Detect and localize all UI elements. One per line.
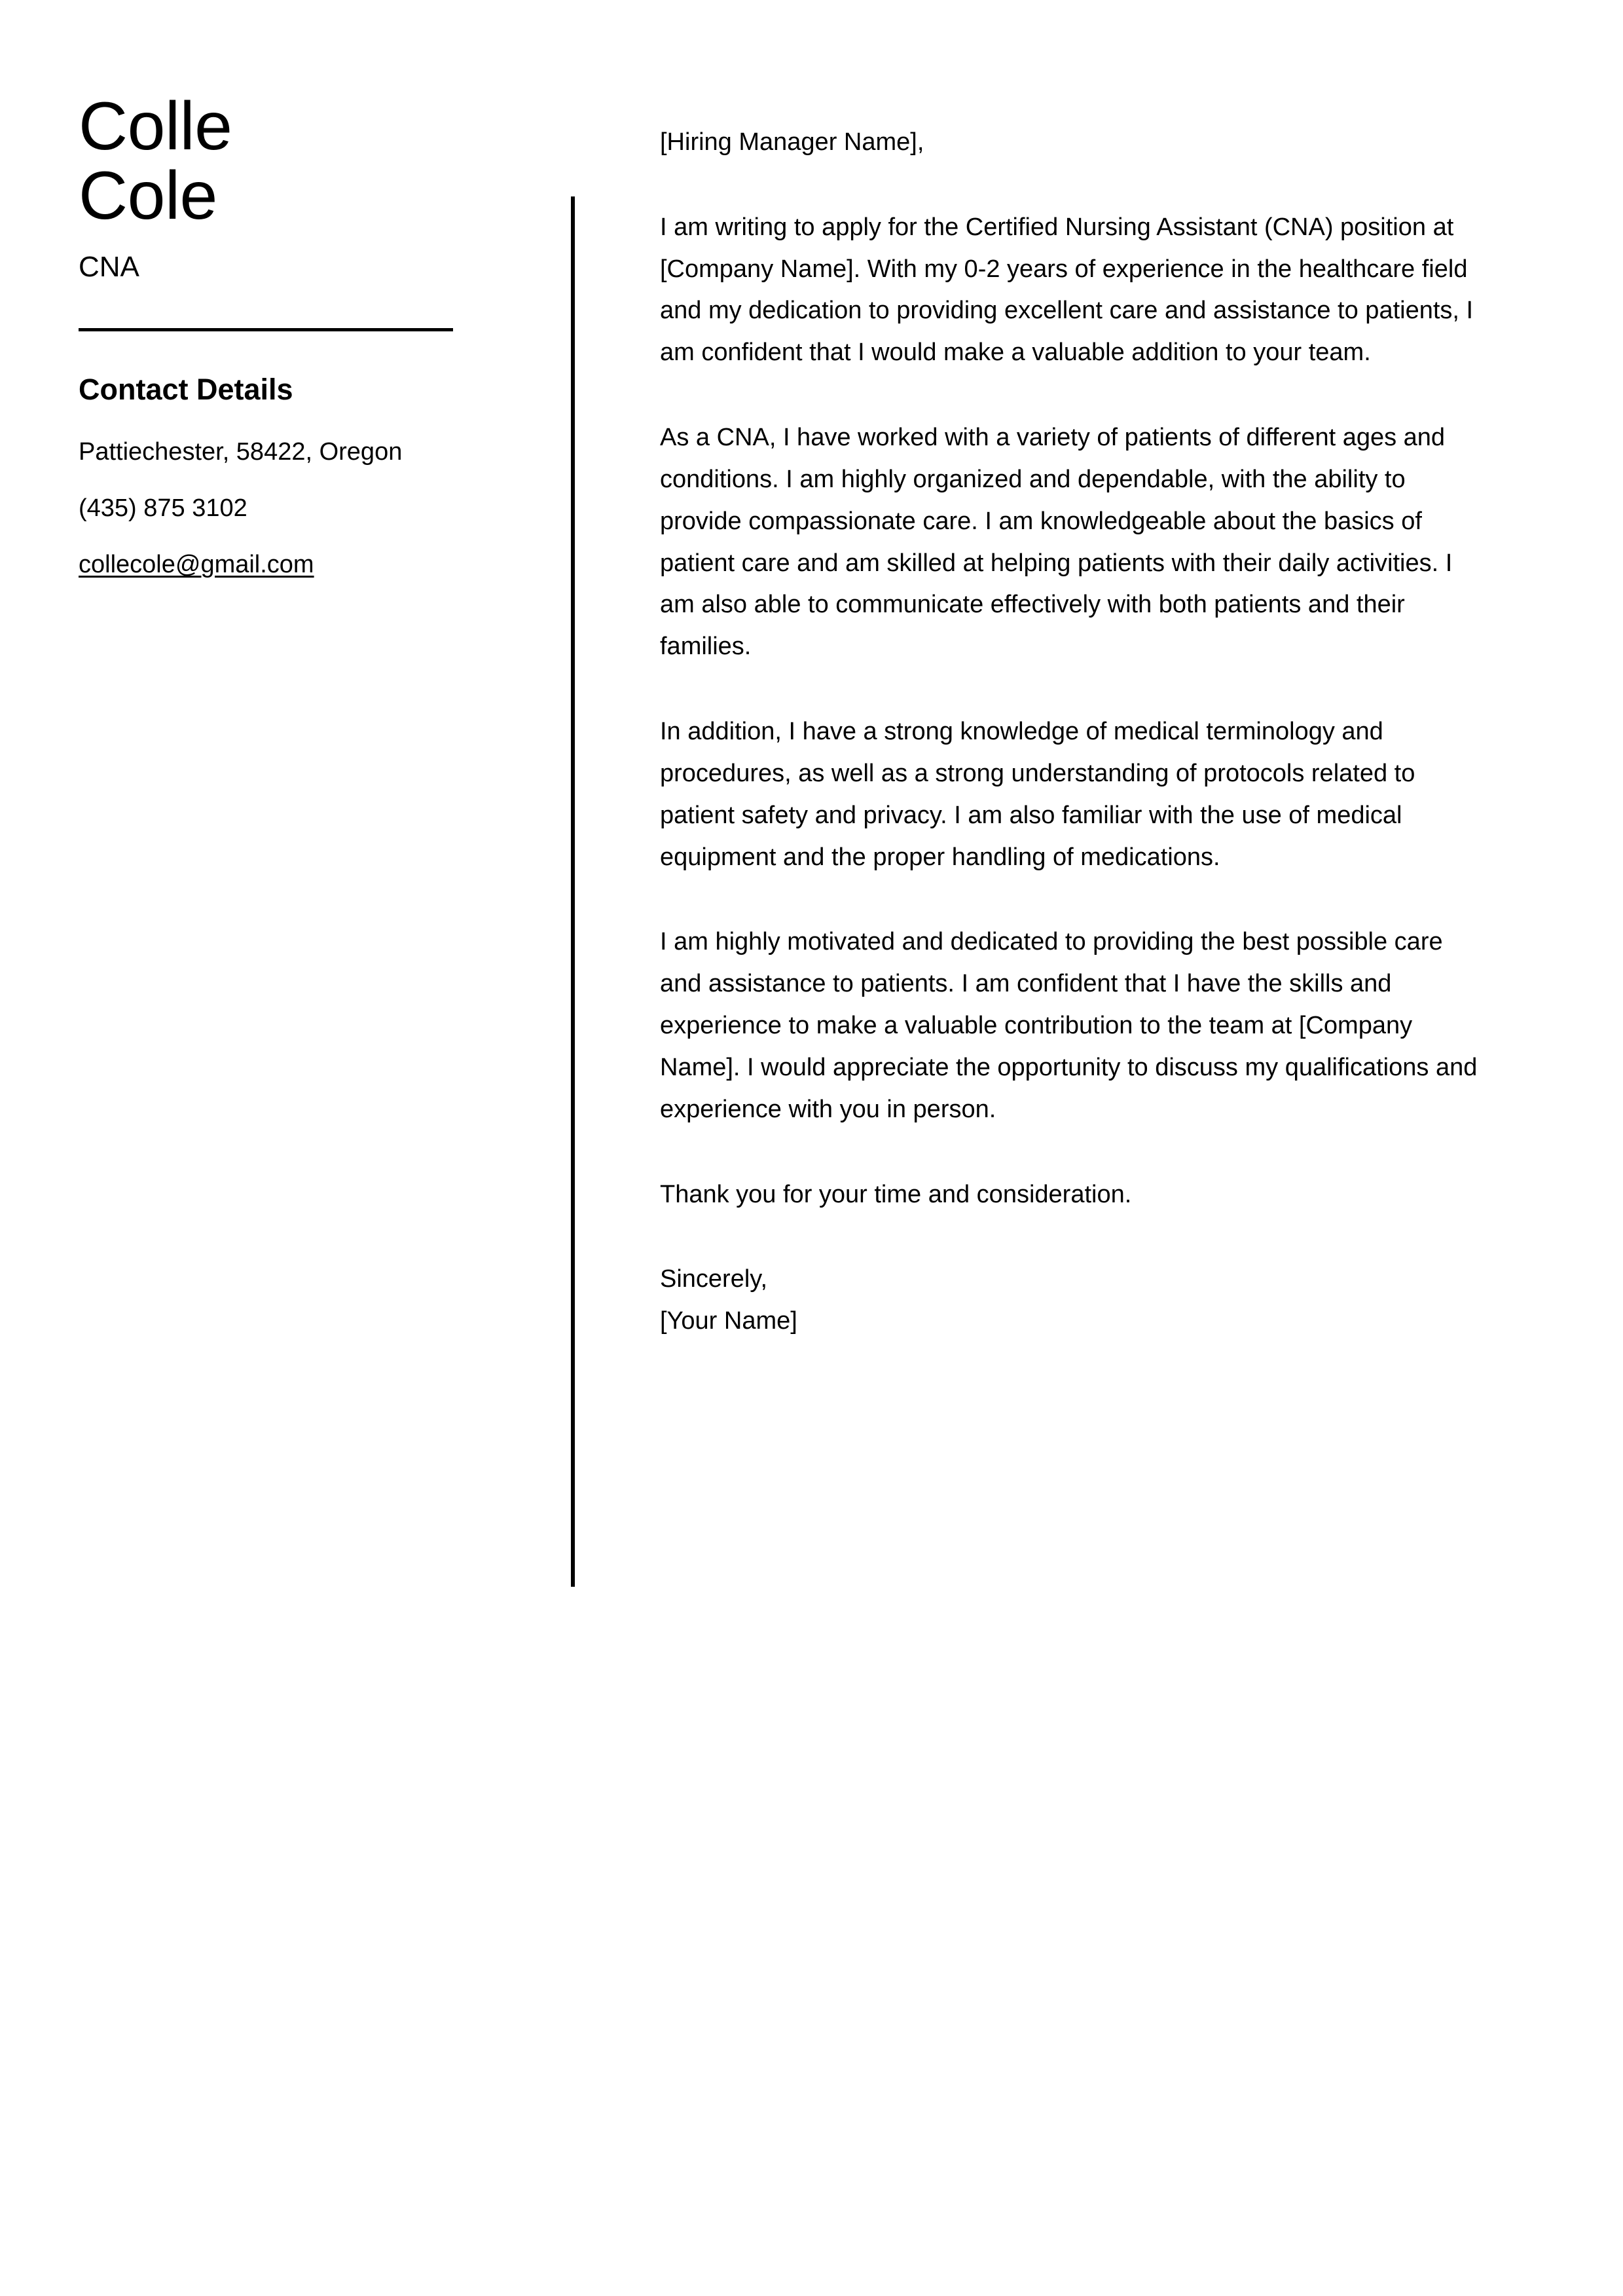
letter-paragraph-4: I am highly motivated and dedicated to providing the best possible care and assistance to patients. I am confident that I have the skills and experience to make a valuable contribution to the team at [Company Name]. I would appreciate the opportunity to discuss my qualifications and experience with you in person.	[660, 928, 1478, 1123]
applicant-name	[79, 88, 498, 234]
name-line-last: Cole	[79, 158, 217, 234]
sidebar-divider-rule	[79, 328, 453, 331]
contact-phone[interactable]: (435) 875 3102	[79, 494, 247, 523]
contact-address: Pattiechester, 58422, Oregon	[79, 437, 403, 466]
letter-signoff	[660, 1259, 1478, 1342]
contact-details-heading: Contact Details	[79, 372, 293, 406]
letter-thank-you: Thank you for your time and consideration.	[660, 1180, 1132, 1208]
letter-paragraph-3: In addition, I have a strong knowledge of medical terminology and procedures, as well as a strong understanding of protocols related to patient safety and privacy. I am also familiar with the use of medical equipment and the proper handling of medications.	[660, 718, 1415, 871]
letter-body	[660, 122, 1478, 1342]
job-title: CNA	[79, 251, 139, 284]
sidebar	[79, 88, 498, 603]
contact-email-link[interactable]: collecole@gmail.com	[79, 551, 314, 579]
letter-paragraph-1: I am writing to apply for the Certified Nursing Assistant (CNA) position at [Company Name]. With my 0-2 years of experience in the healthcare field and my dedication to providing excellent care and assistance to patients, I am confident that I would make a valuable addition to your team.	[660, 213, 1474, 367]
name-line-first: Colle	[79, 88, 232, 164]
column-divider	[571, 196, 575, 1587]
letter-closing: Sincerely,	[660, 1265, 768, 1293]
letter-signature-name: [Your Name]	[660, 1307, 797, 1335]
letter-salutation: [Hiring Manager Name],	[660, 128, 924, 156]
letter-paragraph-2: As a CNA, I have worked with a variety of patients of different ages and conditions. I am highly organized and dependable, with the ability to provide compassionate care. I am knowledgeable about the basics of patient care and am skilled at helping patients with their daily activities. I am also able to communicate effectively with both patients and their families.	[660, 424, 1453, 661]
contact-list	[79, 434, 498, 583]
